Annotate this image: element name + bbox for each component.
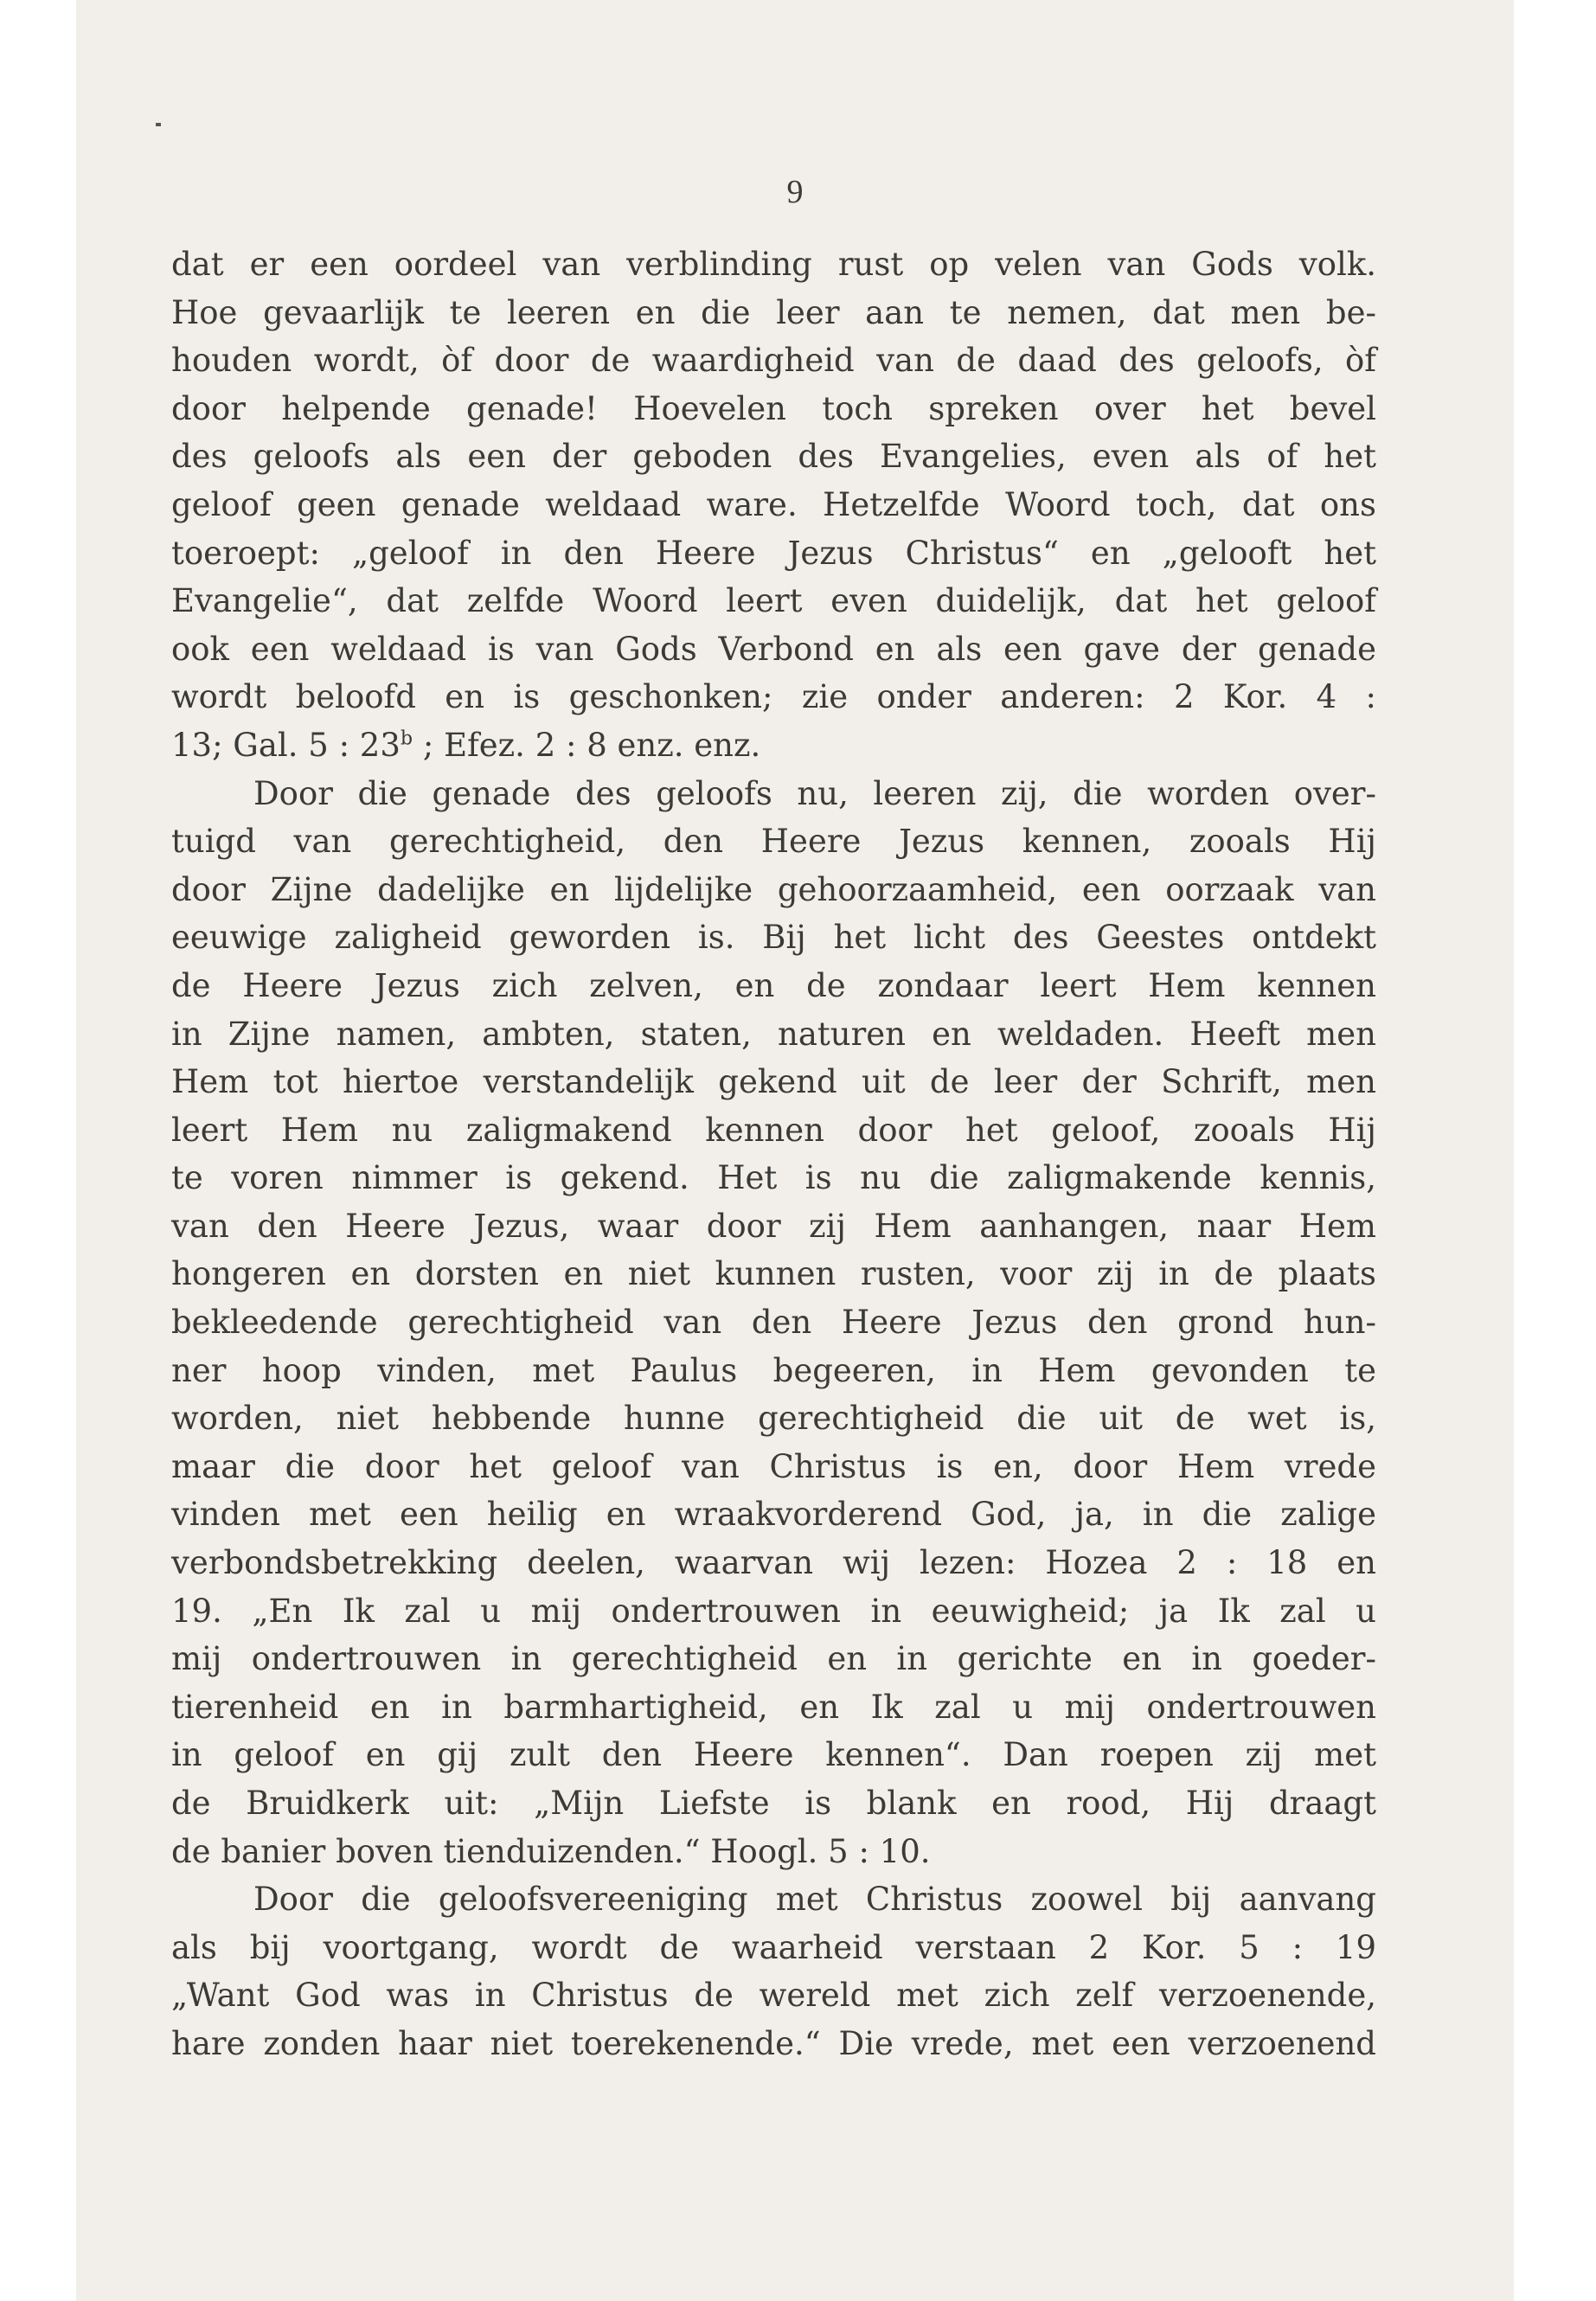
text-line: houden wordt, òf door de waardigheid van de daad des geloofs, òf (171, 342, 1376, 380)
text-line: te voren nimmer is gekend. Het is nu die zaligmakende kennis, (171, 1159, 1376, 1197)
text-line: wordt beloofd en is geschonken; zie onder anderen: 2 Kor. 4 : (171, 678, 1376, 716)
text-line: des geloofs als een der geboden des Evangelies, even als of het (171, 438, 1376, 476)
text-line: leert Hem nu zaligmakend kennen door het geloof, zooals Hij (171, 1111, 1376, 1149)
text-line: door Zijne dadelijke en lijdelijke gehoorzaamheid, een oorzaak van (171, 870, 1376, 908)
text-line-paragraph-end (171, 721, 1376, 770)
text-line: worden, niet hebbende hunne gerechtigheid die uit de wet is, (171, 1400, 1376, 1438)
text-line: in geloof en gij zult den Heere kennen“. Dan roepen zij met (171, 1736, 1376, 1774)
text-line: Hem tot hiertoe verstandelijk gekend uit de leer der Schrift, men (171, 1063, 1376, 1101)
text-line: bekleedende gerechtigheid van den Heere Jezus den grond hun- (171, 1304, 1376, 1342)
text-line: van den Heere Jezus, waar door zij Hem aanhangen, naar Hem (171, 1207, 1376, 1245)
text-line: de Bruidkerk uit: „Mijn Liefste is blank en rood, Hij draagt (171, 1785, 1376, 1822)
text-line: verbondsbetrekking deelen, waarvan wij lezen: Hozea 2 : 18 en (171, 1544, 1376, 1582)
text-line: dat er een oordeel van verblinding rust op velen van Gods volk. (171, 246, 1376, 283)
text-line-indented: Door die genade des geloofs nu, leeren zij, die worden over- (253, 774, 1376, 812)
text-line: maar die door het geloof van Christus is en, door Hem vrede (171, 1447, 1376, 1485)
text-line: „Want God was in Christus de wereld met zich zelf verzoenende, (171, 1977, 1376, 2015)
superscript: b (400, 727, 413, 750)
text-line: 19. „En Ik zal u mij ondertrouwen in eeuwigheid; ja Ik zal u (171, 1592, 1376, 1630)
text-line: geloof geen genade weldaad ware. Hetzelfde Woord toch, dat ons (171, 485, 1376, 523)
text-line: hare zonden haar niet toerekenende.“ Die vrede, met een verzoenend (171, 2024, 1376, 2062)
text-line: Hoe gevaarlijk te leeren en die leer aan te nemen, dat men be- (171, 293, 1376, 331)
text-line: door helpende genade! Hoevelen toch spreken over het bevel (171, 389, 1376, 427)
text-line: mij ondertrouwen in gerechtigheid en in gerichte en in goeder- (171, 1640, 1376, 1678)
text-line: de Heere Jezus zich zelven, en de zondaar leert Hem kennen (171, 966, 1376, 1004)
text-line-paragraph-end: de banier boven tienduizenden.“ Hoogl. 5 : 10. (171, 1832, 931, 1870)
text-line-indented: Door die geloofsvereeniging met Christus zoowel bij aanvang (253, 1881, 1376, 1919)
text-line: hongeren en dorsten en niet kunnen rusten, voor zij in de plaats (171, 1255, 1376, 1293)
scan-mark (156, 123, 161, 126)
text-line: tuigd van gerechtigheid, den Heere Jezus kennen, zooals Hij (171, 823, 1376, 861)
text-line: toeroept: „geloof in den Heere Jezus Christus“ en „gelooft het (171, 534, 1376, 572)
body-text (171, 240, 1376, 2068)
text-fragment: ; Efez. 2 : 8 enz. enz. (413, 726, 761, 764)
text-line: vinden met een heilig en wraakvorderend God, ja, in die zalige (171, 1496, 1376, 1534)
text-line: Evangelie“, dat zelfde Woord leert even duidelijk, dat het geloof (171, 582, 1376, 620)
text-line: in Zijne namen, ambten, staten, naturen en weldaden. Heeft men (171, 1015, 1376, 1053)
text-line: tierenheid en in barmhartigheid, en Ik zal u mij ondertrouwen (171, 1688, 1376, 1726)
text-line: eeuwige zaligheid geworden is. Bij het licht des Geestes ontdekt (171, 919, 1376, 957)
text-line: ook een weldaad is van Gods Verbond en als een gave der genade (171, 630, 1376, 668)
page-number: 9 (786, 174, 804, 210)
text-line: ner hoop vinden, met Paulus begeeren, in Hem gevonden te (171, 1351, 1376, 1389)
text-line: als bij voortgang, wordt de waarheid verstaan 2 Kor. 5 : 19 (171, 1928, 1376, 1966)
book-page (76, 0, 1514, 2301)
text-fragment: 13; Gal. 5 : 23 (171, 726, 401, 764)
